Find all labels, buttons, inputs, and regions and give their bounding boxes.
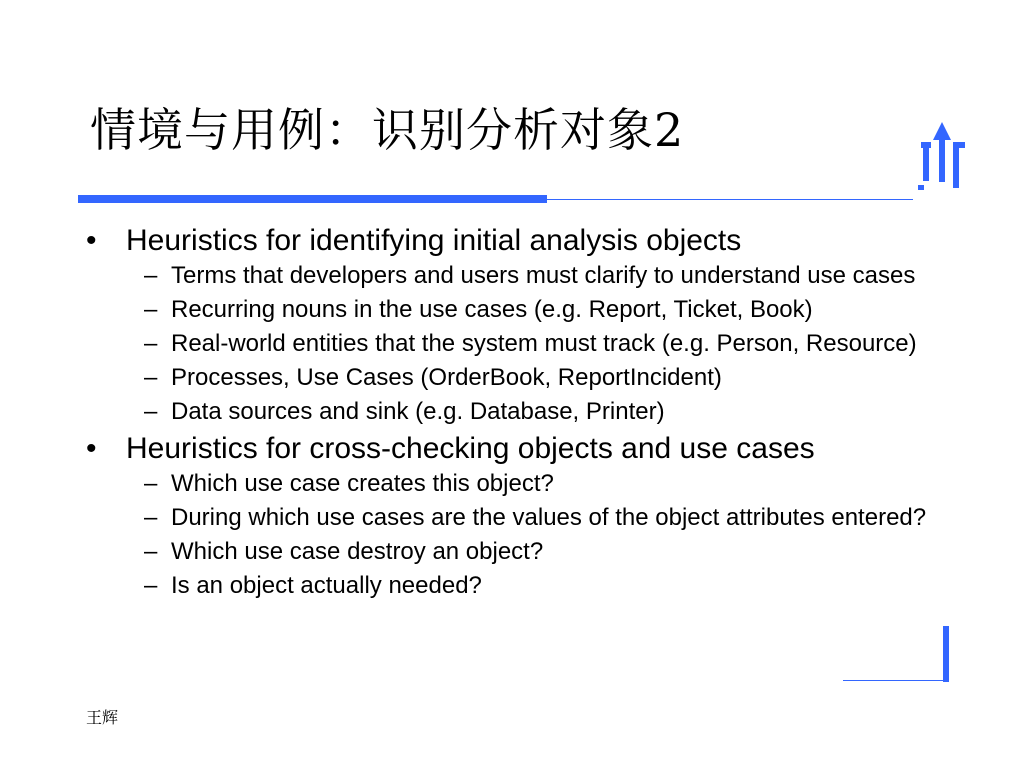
- bullet-list: [86, 224, 946, 606]
- sub-bullet-text: Terms that developers and users must clarify to understand use cases: [171, 262, 916, 289]
- title-underline-thick: [78, 195, 547, 203]
- dash-marker: –: [144, 296, 158, 323]
- slide-title: 情境与用例：识别分析对象2: [90, 103, 685, 157]
- bullet-item: [86, 224, 946, 425]
- bullet-text: Heuristics for identifying initial analysis objects: [126, 224, 742, 257]
- sub-bullet-text: Which use case creates this object?: [171, 470, 554, 497]
- sub-bullet-text: Data sources and sink (e.g. Database, Printer): [171, 398, 665, 425]
- dash-marker: –: [144, 470, 158, 497]
- sub-bullet-item: [126, 398, 931, 425]
- dash-marker: –: [144, 262, 158, 289]
- corner-accent-horizontal: [843, 680, 947, 681]
- bullet-text: Heuristics for cross-checking objects and use cases: [126, 432, 815, 465]
- sub-bullet-text: Recurring nouns in the use cases (e.g. Report, Ticket, Book): [171, 296, 813, 323]
- sub-bullet-item: [126, 364, 931, 391]
- sub-bullet-item: [126, 538, 931, 565]
- bullet-marker: •: [86, 224, 97, 257]
- bullet-marker: •: [86, 432, 97, 465]
- dash-marker: –: [144, 398, 158, 425]
- sub-bullet-list: [126, 470, 946, 599]
- sub-bullet-item: [126, 296, 931, 323]
- sub-bullet-list: [126, 262, 946, 425]
- footer-author: 王辉: [86, 708, 119, 727]
- sub-bullet-text: Is an object actually needed?: [171, 572, 482, 599]
- sub-bullet-item: [126, 470, 931, 497]
- dash-marker: –: [144, 572, 158, 599]
- bullet-item: [86, 432, 946, 599]
- dash-marker: –: [144, 364, 158, 391]
- dash-marker: –: [144, 330, 158, 357]
- sub-bullet-item: [126, 262, 931, 289]
- sub-bullet-text: Processes, Use Cases (OrderBook, ReportIncident): [171, 364, 722, 391]
- dash-marker: –: [144, 504, 158, 531]
- sub-bullet-text: Which use case destroy an object?: [171, 538, 544, 565]
- upload-arrow-logo-icon: [918, 118, 968, 194]
- sub-bullet-item: [126, 504, 931, 531]
- sub-bullet-item: [126, 572, 931, 599]
- sub-bullet-text: Real-world entities that the system must track (e.g. Person, Resource): [171, 330, 917, 357]
- sub-bullet-item: [126, 330, 931, 357]
- sub-bullet-text: During which use cases are the values of the object attributes entered?: [171, 504, 927, 531]
- corner-accent-vertical: [943, 626, 949, 682]
- dash-marker: –: [144, 538, 158, 565]
- title-underline-thin: [547, 199, 913, 200]
